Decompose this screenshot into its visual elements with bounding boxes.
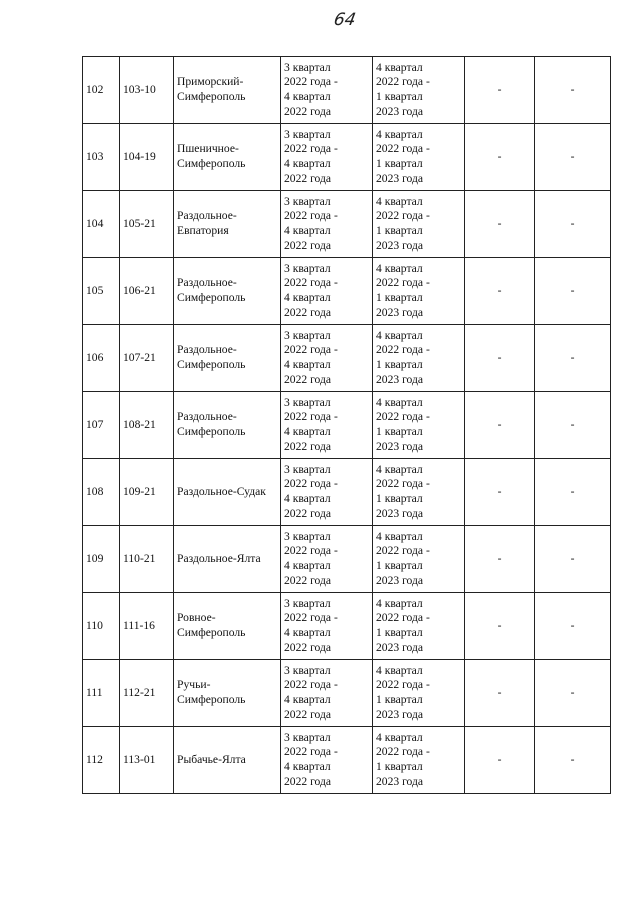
route-name-cell: Пшеничное-Симферополь (174, 124, 281, 191)
period-line: 2022 года (284, 439, 332, 453)
col7-cell: - (535, 459, 611, 526)
period-line: 3 квартал (284, 261, 331, 275)
row-number-cell: 112 (83, 727, 120, 794)
end-period-cell (373, 727, 465, 794)
period-line: 2022 года (284, 707, 332, 721)
period-line: 2022 года - (376, 678, 430, 692)
period-line: 4 квартал (376, 261, 423, 275)
period-line: 2022 года (284, 372, 332, 386)
table-row (83, 593, 611, 660)
col6-cell: - (465, 459, 535, 526)
table-row (83, 191, 611, 258)
period-line: 2022 года - (284, 544, 338, 558)
period-line: 2022 года - (376, 209, 430, 223)
start-period-cell (281, 392, 373, 459)
end-period-cell (373, 325, 465, 392)
period-line: 2022 года - (284, 410, 338, 424)
period-line: 3 квартал (284, 663, 331, 677)
col6-cell: - (465, 191, 535, 258)
period-line: 2023 года (376, 305, 424, 319)
end-period-cell (373, 459, 465, 526)
period-line: 2022 года - (284, 75, 338, 89)
period-line: 4 квартал (376, 194, 423, 208)
route-code-cell: 110-21 (120, 526, 174, 593)
end-period-cell (373, 191, 465, 258)
period-line: 4 квартал (284, 693, 331, 706)
period-line: 2023 года (376, 573, 424, 587)
row-number-cell: 104 (83, 191, 120, 258)
route-name-cell: Раздольное-Евпатория (174, 191, 281, 258)
period-line: 1 квартал (376, 626, 423, 639)
row-number-cell: 103 (83, 124, 120, 191)
col7-cell: - (535, 526, 611, 593)
col7-cell: - (535, 392, 611, 459)
route-name-cell: Приморский-Симферополь (174, 57, 281, 124)
period-line: 2023 года (376, 506, 424, 520)
row-number-cell: 105 (83, 258, 120, 325)
route-code-cell: 112-21 (120, 660, 174, 727)
start-period-cell (281, 124, 373, 191)
table-row (83, 392, 611, 459)
row-number-cell: 109 (83, 526, 120, 593)
period-line: 2022 года - (376, 611, 430, 625)
row-number-cell: 111 (83, 660, 120, 727)
start-period-cell (281, 727, 373, 794)
period-line: 4 квартал (376, 328, 423, 342)
period-line: 2023 года (376, 640, 424, 654)
col6-cell: - (465, 727, 535, 794)
start-period-cell (281, 459, 373, 526)
col6-cell: - (465, 526, 535, 593)
route-name-cell: Раздольное-Симферополь (174, 258, 281, 325)
col6-cell: - (465, 392, 535, 459)
period-line: 3 квартал (284, 194, 331, 208)
period-line: 2022 года (284, 774, 332, 788)
table-row (83, 727, 611, 794)
period-line: 4 квартал (284, 425, 331, 438)
start-period-cell (281, 660, 373, 727)
period-line: 4 квартал (284, 559, 331, 572)
route-name-cell: Раздольное-Судак (174, 459, 281, 526)
period-line: 2022 года (284, 573, 332, 587)
period-line: 4 квартал (376, 462, 423, 476)
col6-cell: - (465, 258, 535, 325)
col7-cell: - (535, 593, 611, 660)
start-period-cell (281, 57, 373, 124)
period-line: 4 квартал (284, 492, 331, 505)
period-line: 2022 года - (284, 611, 338, 625)
end-period-cell (373, 392, 465, 459)
end-period-cell (373, 593, 465, 660)
period-line: 2022 года (284, 506, 332, 520)
start-period-cell (281, 191, 373, 258)
period-line: 2022 года - (284, 142, 338, 156)
table-row (83, 124, 611, 191)
period-line: 1 квартал (376, 291, 423, 304)
col7-cell: - (535, 258, 611, 325)
col6-cell: - (465, 57, 535, 124)
col7-cell: - (535, 727, 611, 794)
col7-cell: - (535, 325, 611, 392)
period-line: 2022 года - (284, 678, 338, 692)
period-line: 3 квартал (284, 395, 331, 409)
route-code-cell: 111-16 (120, 593, 174, 660)
period-line: 4 квартал (284, 358, 331, 371)
period-line: 3 квартал (284, 462, 331, 476)
row-number-cell: 106 (83, 325, 120, 392)
route-code-cell: 105-21 (120, 191, 174, 258)
period-line: 2022 года - (284, 276, 338, 290)
period-line: 2022 года (284, 104, 332, 118)
period-line: 4 квартал (284, 626, 331, 639)
period-line: 2022 года (284, 171, 332, 185)
route-code-cell: 106-21 (120, 258, 174, 325)
period-line: 4 квартал (284, 291, 331, 304)
page-number: 64 (332, 10, 358, 30)
period-line: 2023 года (376, 707, 424, 721)
period-line: 4 квартал (376, 127, 423, 141)
period-line: 2022 года - (376, 477, 430, 491)
route-name-cell: Раздольное-Симферополь (174, 392, 281, 459)
end-period-cell (373, 526, 465, 593)
row-number-cell: 102 (83, 57, 120, 124)
period-line: 2022 года - (376, 544, 430, 558)
period-line: 1 квартал (376, 693, 423, 706)
period-line: 2022 года (284, 238, 332, 252)
col7-cell: - (535, 124, 611, 191)
col7-cell: - (535, 660, 611, 727)
routes-table (82, 56, 611, 794)
period-line: 2023 года (376, 238, 424, 252)
period-line: 4 квартал (284, 224, 331, 237)
row-number-cell: 108 (83, 459, 120, 526)
route-code-cell: 109-21 (120, 459, 174, 526)
start-period-cell (281, 258, 373, 325)
col6-cell: - (465, 325, 535, 392)
route-code-cell: 108-21 (120, 392, 174, 459)
route-code-cell: 103-10 (120, 57, 174, 124)
period-line: 1 квартал (376, 157, 423, 170)
period-line: 2022 года - (284, 745, 338, 759)
period-line: 1 квартал (376, 224, 423, 237)
end-period-cell (373, 124, 465, 191)
period-line: 2022 года - (284, 343, 338, 357)
route-code-cell: 107-21 (120, 325, 174, 392)
col6-cell: - (465, 660, 535, 727)
period-line: 4 квартал (376, 60, 423, 74)
start-period-cell (281, 593, 373, 660)
period-line: 1 квартал (376, 90, 423, 103)
table-row (83, 57, 611, 124)
period-line: 2022 года - (376, 75, 430, 89)
row-number-cell: 110 (83, 593, 120, 660)
period-line: 4 квартал (376, 529, 423, 543)
period-line: 4 квартал (376, 596, 423, 610)
period-line: 2022 года - (284, 477, 338, 491)
period-line: 2023 года (376, 171, 424, 185)
period-line: 4 квартал (376, 663, 423, 677)
table-row (83, 660, 611, 727)
period-line: 2022 года - (376, 276, 430, 290)
route-name-cell: Ручьи-Симферополь (174, 660, 281, 727)
period-line: 2022 года (284, 305, 332, 319)
table-row (83, 526, 611, 593)
period-line: 3 квартал (284, 730, 331, 744)
table-row (83, 325, 611, 392)
period-line: 2023 года (376, 372, 424, 386)
period-line: 4 квартал (376, 395, 423, 409)
end-period-cell (373, 258, 465, 325)
col6-cell: - (465, 124, 535, 191)
start-period-cell (281, 526, 373, 593)
period-line: 1 квартал (376, 559, 423, 572)
route-name-cell: Рыбачье-Ялта (174, 727, 281, 794)
route-code-cell: 113-01 (120, 727, 174, 794)
col7-cell: - (535, 191, 611, 258)
table-row (83, 459, 611, 526)
period-line: 3 квартал (284, 60, 331, 74)
period-line: 1 квартал (376, 492, 423, 505)
period-line: 2022 года (284, 640, 332, 654)
period-line: 4 квартал (284, 90, 331, 103)
period-line: 4 квартал (376, 730, 423, 744)
period-line: 2022 года - (376, 410, 430, 424)
period-line: 3 квартал (284, 596, 331, 610)
period-line: 3 квартал (284, 328, 331, 342)
period-line: 2023 года (376, 104, 424, 118)
period-line: 2022 года - (376, 343, 430, 357)
period-line: 1 квартал (376, 425, 423, 438)
period-line: 4 квартал (284, 760, 331, 773)
route-name-cell: Раздольное-Ялта (174, 526, 281, 593)
start-period-cell (281, 325, 373, 392)
col6-cell: - (465, 593, 535, 660)
routes-table-body (83, 57, 611, 794)
end-period-cell (373, 57, 465, 124)
period-line: 2023 года (376, 439, 424, 453)
period-line: 2022 года - (284, 209, 338, 223)
period-line: 2023 года (376, 774, 424, 788)
route-code-cell: 104-19 (120, 124, 174, 191)
period-line: 3 квартал (284, 529, 331, 543)
period-line: 1 квартал (376, 358, 423, 371)
route-name-cell: Ровное-Симферополь (174, 593, 281, 660)
period-line: 2022 года - (376, 745, 430, 759)
col7-cell: - (535, 57, 611, 124)
period-line: 2022 года - (376, 142, 430, 156)
period-line: 4 квартал (284, 157, 331, 170)
route-name-cell: Раздольное-Симферополь (174, 325, 281, 392)
period-line: 3 квартал (284, 127, 331, 141)
period-line: 1 квартал (376, 760, 423, 773)
end-period-cell (373, 660, 465, 727)
table-row (83, 258, 611, 325)
row-number-cell: 107 (83, 392, 120, 459)
